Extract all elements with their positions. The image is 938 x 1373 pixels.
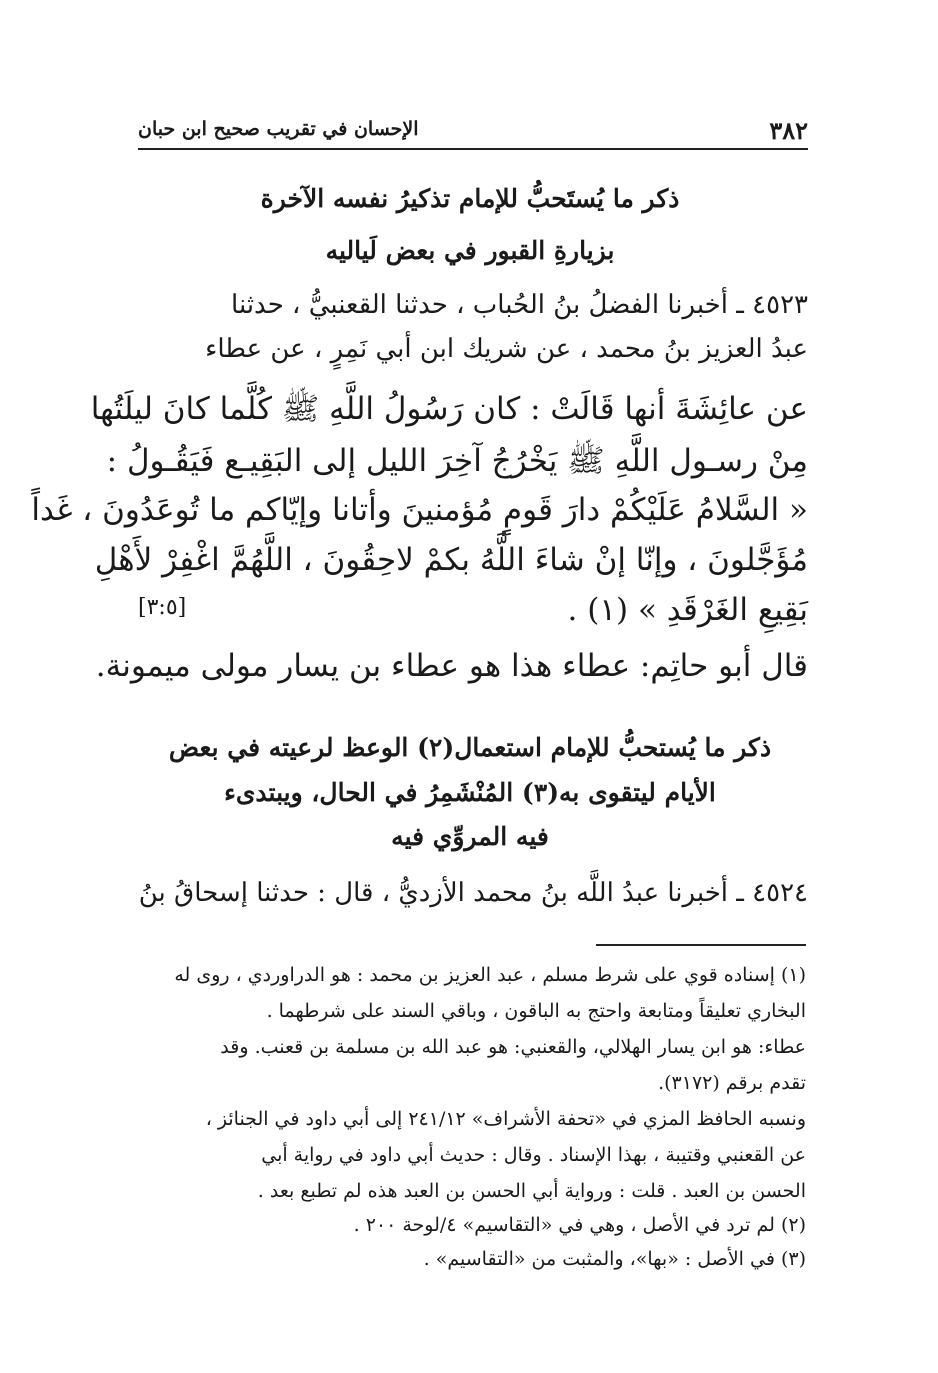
- footnote-line: (٣) في الأصل : «بها»، والمثبت من «التقاسيم» .: [423, 1248, 806, 1270]
- section-heading-line: الأيام ليتقوى به(٣) المُنْشَمِرُ في الحال، ويبتدىء: [224, 778, 716, 807]
- hadith-isnad-line: ٤٥٢٣ ـ أخبرنا الفضلُ بنُ الحُباب ، حدثنا القعنبيُّ ، حدثنا: [231, 290, 808, 320]
- footnote-line: الحسن بن العبد . قلت : ورواية أبي الحسن بن العبد هذه لم تطبع بعد .: [257, 1180, 806, 1202]
- hadith-isnad-line: عبدُ العزيز بنُ محمد ، عن شريك ابن أبي نَمِرٍ ، عن عطاء: [205, 334, 808, 364]
- section-heading-line: ذكر ما يُستحبُّ للإمام استعمال(٢) الوعظ لرعيته في بعض: [168, 733, 772, 762]
- hadith-text-line: بَقِيعِ الغَرْقَدِ » (١) .: [567, 592, 808, 628]
- section-heading-line: ذكر ما يُستَحبُّ للإمام تذكيرُ نفسه الآخرة: [260, 184, 680, 213]
- footnote-line: تقدم برقم (٣١٧٢).: [658, 1072, 806, 1094]
- footnote-separator: [596, 944, 806, 946]
- commentary-line: قال أبو حاتِم: عطاء هذا هو عطاء بن يسار مولى ميمونة.: [95, 648, 808, 684]
- section-heading-line: فيه المروِّي فيه: [391, 822, 549, 851]
- footnote-line: عطاء: هو ابن يسار الهلالي، والقعنبي: هو عبد الله بن مسلمة بن قعنب. وقد: [220, 1036, 806, 1058]
- hadith-text-line: عن عائِشَةَ أنها قَالَتْ : كان رَسُولُ اللَّهِ ﷺ كُلَّما كانَ ليلَتُها: [90, 391, 808, 427]
- footnote-line: البخاري تعليقاً ومتابعة واحتج به الباقون ، وباقي السند على شرطهما .: [266, 1000, 806, 1022]
- footnote-line: عن القعنبي وقتيبة ، بهذا الإسناد . وقال : حديث أبي داود في رواية أبي: [261, 1144, 806, 1166]
- hadith-text-line: مِنْ رسـول اللَّهِ ﷺ يَخْرُجُ آخِرَ الليل إلى البَقِيـع فَيَقُـولُ :: [106, 443, 808, 479]
- footnote-line: ونسبه الحافظ المزي في «تحفة الأشراف» ٢٤١/١٢ إلى أبي داود في الجنائز ،: [205, 1108, 806, 1130]
- hadith-isnad-line: ٤٥٢٤ ـ أخبرنا عبدُ اللَّه بنُ محمد الأزديُّ ، قال : حدثنا إسحاقُ بنُ: [138, 878, 808, 908]
- hadith-text-line: مُؤَجَّلونَ ، وإنّا إنْ شاءَ اللَّهُ بكمْ لاحِقُونَ ، اللَّهُمَّ اغْفِرْ لأَهْلِ: [94, 542, 808, 578]
- footnote-line: (٢) لم ترد في الأصل ، وهي في «التقاسيم» ٤/لوحة ٢٠٠ .: [353, 1214, 806, 1236]
- running-title: الإحسان في تقريب صحيح ابن حبان: [138, 118, 419, 140]
- page-header: [138, 112, 808, 150]
- hadith-reference: [٣:٥]: [138, 595, 187, 620]
- section-heading-line: بزيارةِ القبور في بعض لَياليه: [325, 236, 615, 265]
- page-number: ٣٨٢: [769, 116, 808, 145]
- footnote-line: (١) إسناده قوي على شرط مسلم ، عبد العزيز بن محمد : هو الدراوردي ، روى له: [174, 964, 806, 986]
- hadith-text-line: « السَّلامُ عَلَيْكُمْ دارَ قَومٍ مُؤمنينَ وأتانا وإيّاكم ما تُوعَدُونَ ، غَداً: [31, 492, 808, 528]
